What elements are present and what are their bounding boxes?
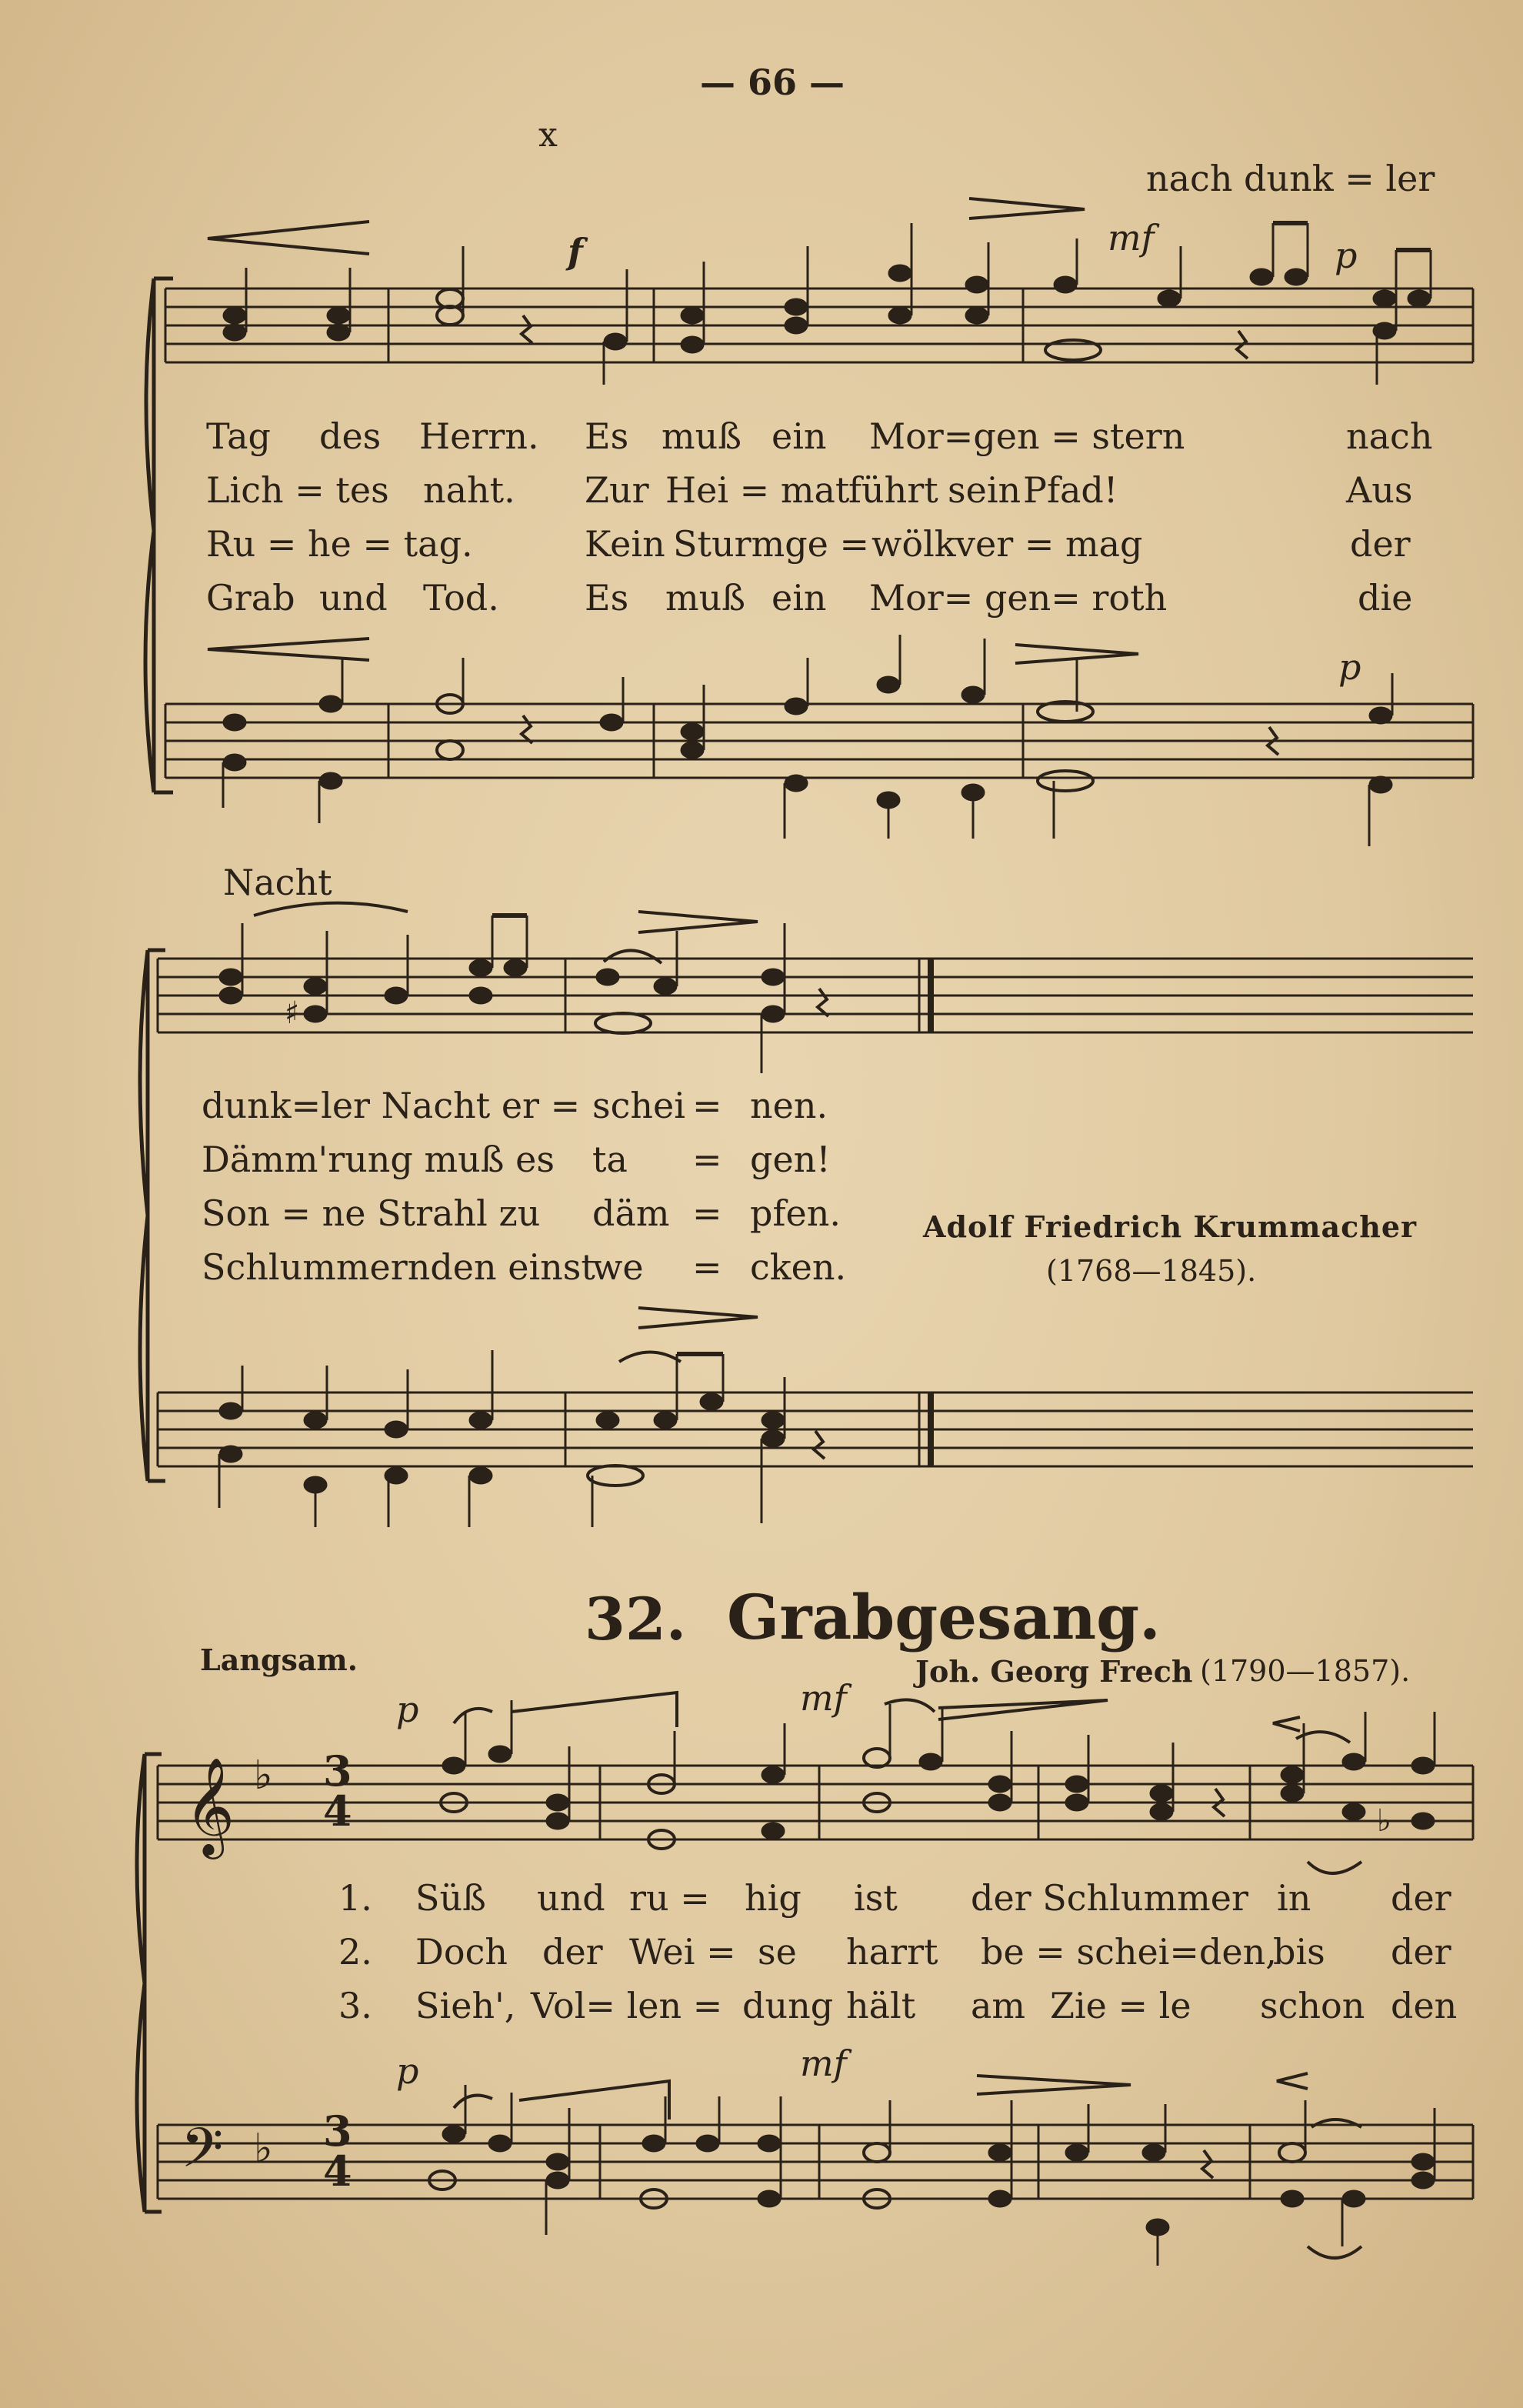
lyric: schon — [1260, 1985, 1365, 2026]
dynamic-mf: mf — [1108, 217, 1155, 258]
lyric: Tag — [206, 415, 271, 457]
lyric: Schlummernden einst — [202, 1246, 595, 1288]
svg-text:♭: ♭ — [1377, 1803, 1391, 1839]
lyric: sein — [948, 469, 1021, 511]
lyric: Mor= gen= roth — [869, 577, 1168, 619]
lyric: nach — [1346, 415, 1433, 457]
page-number: — 66 — — [700, 62, 845, 103]
lyric: = — [692, 1246, 722, 1288]
lyric: führt — [848, 469, 938, 511]
lyric: Aus — [1346, 469, 1413, 511]
tempo-marking: Langsam. — [200, 1643, 358, 1677]
lyric: den — [1391, 1985, 1458, 2026]
lyric: ist — [854, 1877, 898, 1919]
lyric: Tod. — [423, 577, 499, 619]
dynamic-p: p — [396, 1689, 419, 1730]
hymn-number: 32. — [585, 1585, 687, 1653]
lyric: Hei = mat — [665, 469, 850, 511]
dynamic-p: p — [396, 2050, 419, 2092]
lyric: Pfad! — [1023, 469, 1118, 511]
lyric: Zur — [585, 469, 649, 511]
lyric: die — [1358, 577, 1413, 619]
time-signature-top: 3 — [323, 1746, 352, 1796]
bass-clef-icon: 𝄢 — [181, 2116, 224, 2193]
lyric: cken. — [750, 1246, 847, 1288]
lyric: Lich = tes — [206, 469, 389, 511]
staff-system-2-lower — [158, 1392, 1473, 1466]
lyric: hig — [745, 1877, 801, 1919]
time-signature-bottom: 4 — [323, 1786, 352, 1836]
lyric: ver = mag — [955, 523, 1143, 565]
lyric: am — [971, 1985, 1026, 2026]
composer-dates: (1768—1845). — [1046, 1254, 1257, 1288]
lyric: be = schei=den, — [981, 1931, 1277, 1973]
lyric: dunk=ler Nacht er = — [202, 1085, 581, 1126]
lyric: = — [692, 1192, 722, 1234]
lyric: schei — [592, 1085, 685, 1126]
lyric: se — [758, 1931, 797, 1973]
system-1-brace — [145, 278, 173, 792]
lyric: Doch — [415, 1931, 508, 1973]
lyric: Wei = — [629, 1931, 736, 1973]
lyric: dung — [742, 1985, 834, 2026]
lyric: in — [1277, 1877, 1311, 1919]
hymn-title: Grabgesang. — [727, 1581, 1161, 1653]
lyric: Herrn. — [419, 415, 539, 457]
lyric: Es — [585, 577, 629, 619]
lyric: Sieh', — [415, 1985, 516, 2026]
notes-system-1-upper — [223, 223, 1431, 385]
lyric: Mor=gen = stern — [869, 415, 1185, 457]
lyric: der — [1391, 1931, 1451, 1973]
lyric: naht. — [423, 469, 515, 511]
lyric: ein — [771, 415, 827, 457]
pickup-lyric: nach dunk = ler — [1146, 158, 1435, 199]
time-signature-top: 3 — [323, 2106, 352, 2156]
lyric: der — [1350, 523, 1411, 565]
staff-system-2-upper — [158, 959, 1473, 1032]
lyric: Sturmge = — [673, 523, 870, 565]
lyric: der — [542, 1931, 603, 1973]
lyric: muß — [665, 577, 745, 619]
lyric: we — [592, 1246, 644, 1288]
time-signature-bottom: 4 — [323, 2146, 352, 2196]
lyric: nen. — [750, 1085, 828, 1126]
dynamic-p-bass: p — [1338, 646, 1361, 688]
lyric: und — [537, 1877, 605, 1919]
lyric: und — [319, 577, 388, 619]
svg-text:♯: ♯ — [285, 996, 300, 1031]
composer-name: Adolf Friedrich Krummacher — [923, 1209, 1418, 1244]
lyric: Dämm'rung muß es — [202, 1139, 555, 1180]
treble-clef-icon: 𝄞 — [185, 1756, 235, 1855]
hymn-composer: Joh. Georg Frech — [915, 1654, 1193, 1689]
flat-icon: ♭ — [254, 1753, 273, 1799]
lyric: däm — [592, 1192, 670, 1234]
lyric: = — [692, 1085, 722, 1126]
slurs-hymn32 — [454, 1693, 1361, 2258]
verse-number: 3. — [338, 1985, 372, 2026]
lyric: harrt — [846, 1931, 938, 1973]
verse-number: 1. — [338, 1877, 372, 1919]
stray-mark: x — [538, 115, 558, 155]
lyric: bis — [1273, 1931, 1325, 1973]
lyric: Süß — [415, 1877, 486, 1919]
flat-icon: ♭ — [254, 2126, 273, 2172]
hymn-composer-dates: (1790—1857). — [1200, 1654, 1411, 1688]
notes-system-2-lower — [219, 1350, 825, 1527]
dynamic-f: f — [568, 231, 583, 272]
lyric: Es — [585, 415, 629, 457]
lyric: der Schlummer — [971, 1877, 1248, 1919]
lyric: Ru = he = tag. — [206, 523, 473, 565]
dynamic-mf: mf — [800, 1677, 847, 1719]
lyric: ru = — [629, 1877, 710, 1919]
staff-hymn32-upper — [158, 1766, 1473, 1839]
dynamic-p: p — [1335, 235, 1358, 276]
lyric: ein — [771, 577, 827, 619]
lyric: Son = ne Strahl zu — [202, 1192, 541, 1234]
lyric: der — [1391, 1877, 1451, 1919]
lyric: Vol= len = — [531, 1985, 723, 2026]
lyric: = — [692, 1139, 722, 1180]
lyric: ta — [592, 1139, 628, 1180]
staff-hymn32-lower — [158, 2125, 1473, 2199]
lyric: gen! — [750, 1139, 831, 1180]
lyric: hält — [846, 1985, 916, 2026]
lyric: pfen. — [750, 1192, 841, 1234]
lyric: des — [319, 415, 382, 457]
staff-system-1-upper — [165, 288, 1473, 362]
lyric: wölk — [871, 523, 956, 565]
pickup-lyric: Nacht — [223, 862, 332, 903]
lyric: Kein — [585, 523, 665, 565]
lyric: Zie = le — [1050, 1985, 1191, 2026]
notes-hymn32-lower — [429, 2085, 1435, 2266]
notes-hymn32-upper — [441, 1700, 1435, 1849]
system-2-brace — [140, 950, 165, 1481]
lyric: muß — [662, 415, 742, 457]
verse-number: 2. — [338, 1931, 372, 1973]
lyric: Grab — [206, 577, 295, 619]
staff-system-1-lower — [165, 704, 1473, 778]
dynamic-mf: mf — [800, 2043, 847, 2084]
